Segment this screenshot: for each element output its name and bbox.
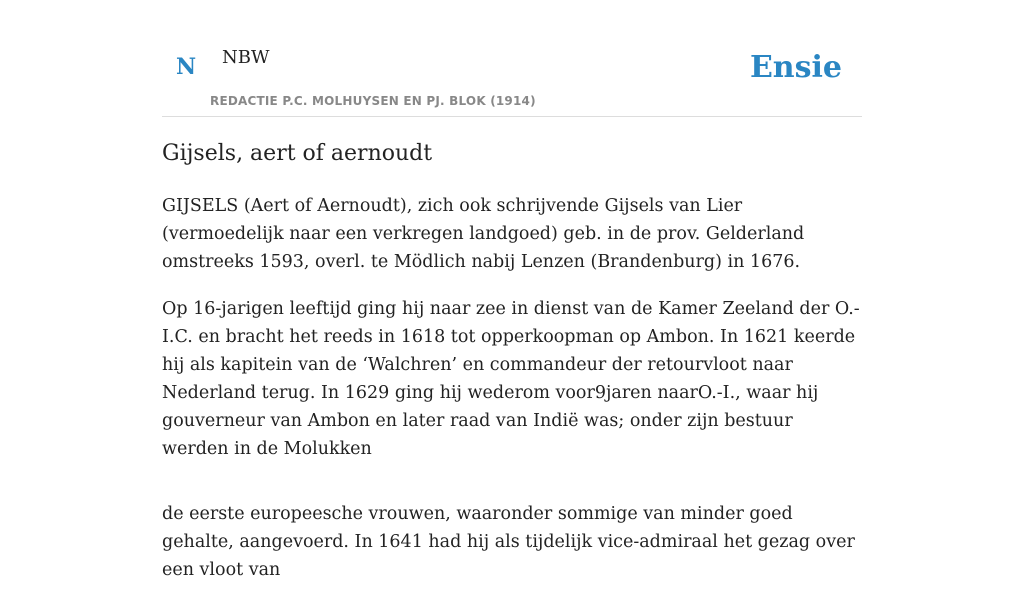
source-subtitle: REDACTIE P.C. MOLHUYSEN EN PJ. BLOK (1914) [210,94,536,108]
source-logo-icon: N [176,54,197,80]
article-paragraph: Op 16-jarigen leeftijd ging hij naar zee in dienst van de Kamer Zeeland der O.-I.C. en bracht het reeds in 1618 tot opperkoopman op Ambon. In 1621 keerde hij als kapitein van de ‘Walchren’ en commandeur der retourvloot naar Nederland terug. In 1629 ging hij wederom voor9jaren naarO.-I., waar hij gouverneur van Ambon en later raad van Indië was; onder zijn bestuur werden in de Molukken [162,299,860,459]
source-name[interactable]: NBW [222,47,270,68]
brand-logo[interactable]: Ensie [749,50,842,85]
article-paragraph: GIJSELS (Aert of Aernoudt), zich ook schrijvende Gijsels van Lier (vermoedelijk naar een verkregen landgoed) geb. in de prov. Gelderland omstreeks 1593, overl. te Mödlich nabij Lenzen (Brandenburg) in 1676. [162,196,805,272]
article-body [162,192,862,603]
page-header [162,0,862,117]
article-title: Gijsels, aert of aernoudt [162,141,433,166]
article-paragraph: de eerste europeesche vrouwen, waaronder sommige van minder goed gehalte, aangevoerd. In 1641 had hij als tijdelijk vice-admiraal het gezag over een vloot van [162,504,855,580]
